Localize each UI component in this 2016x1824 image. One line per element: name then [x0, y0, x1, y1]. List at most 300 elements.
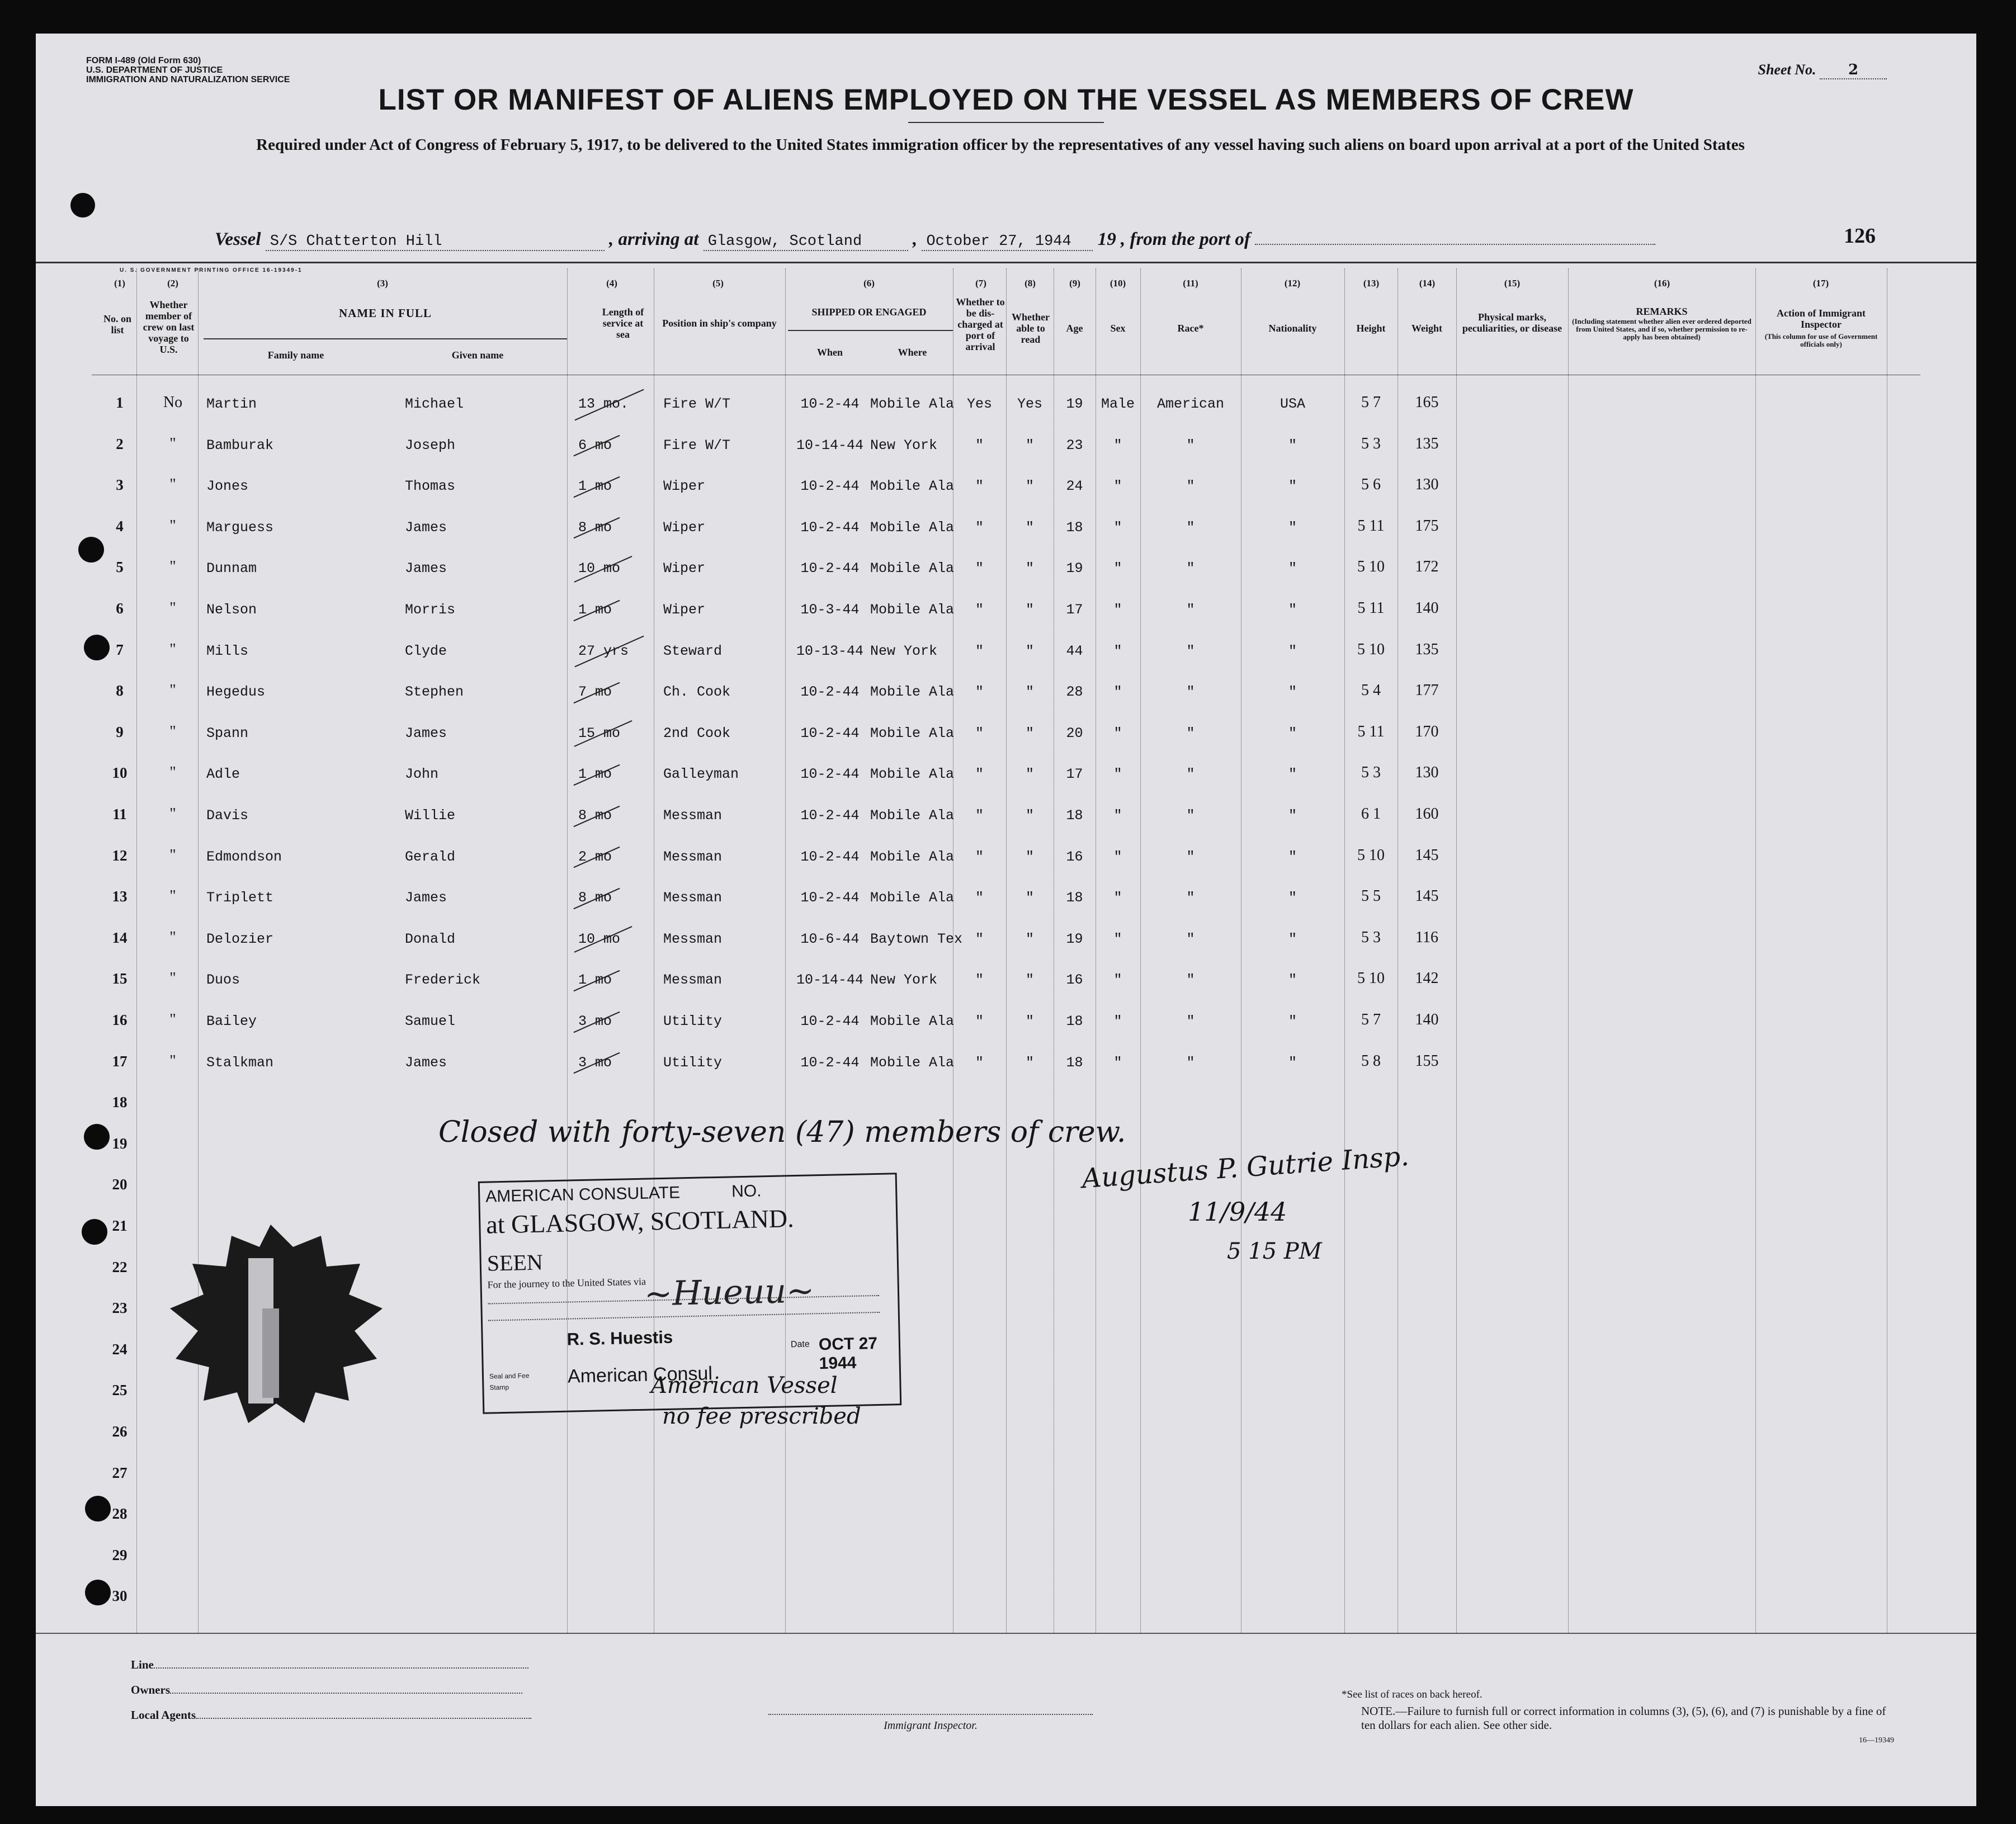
sheet-number: [1758, 62, 1887, 79]
row-number: 8: [116, 682, 124, 700]
age: 28: [1066, 684, 1083, 701]
shipped-where: Mobile Ala: [870, 519, 955, 536]
race: ": [1186, 437, 1195, 453]
family-name: Marguess: [206, 519, 274, 536]
arrival-date: October 27, 1944: [922, 233, 1093, 251]
strike-mark: [574, 721, 632, 748]
family-name: Triplett: [206, 890, 274, 906]
family-name: Spann: [206, 725, 249, 741]
weight: 160: [1415, 805, 1439, 823]
position: Fire W/T: [663, 437, 731, 453]
weight: 130: [1415, 764, 1439, 782]
shipped-when: 10-2-44: [800, 890, 860, 906]
shipped-when: 10-2-44: [800, 1013, 860, 1029]
row-number: 4: [116, 517, 124, 535]
sex: ": [1113, 642, 1122, 659]
shipped-when: 10-2-44: [800, 766, 860, 783]
family-name: Hegedus: [206, 684, 266, 701]
nationality: ": [1288, 560, 1297, 577]
stamp-note-fee: no fee prescribed: [662, 1404, 861, 1429]
shipped-when: 10-2-44: [800, 848, 860, 865]
stamp-seen: SEEN: [487, 1249, 544, 1276]
closing-note: Closed with forty-seven (47) members of crew.: [438, 1116, 1126, 1149]
header-shipped: SHIPPED OR ENGAGED: [811, 306, 927, 318]
inspector-time: 5 15 PM: [1227, 1239, 1322, 1264]
sex: ": [1113, 848, 1122, 865]
nationality: ": [1288, 519, 1297, 536]
crew-member-flag: ": [169, 640, 176, 658]
race: ": [1186, 560, 1195, 577]
height: 5 3: [1361, 764, 1381, 782]
position: Ch. Cook: [663, 684, 731, 701]
sex: ": [1113, 930, 1122, 947]
race: ": [1186, 602, 1195, 618]
footer-line: Line: [131, 1658, 528, 1672]
from-port-label: , from the port of: [1120, 229, 1250, 249]
able-to-read: ": [1025, 519, 1034, 536]
given-name: Thomas: [405, 478, 456, 495]
age: 18: [1066, 890, 1083, 906]
department: U.S. DEPARTMENT OF JUSTICE: [86, 65, 223, 75]
race: ": [1186, 766, 1195, 783]
discharged: ": [975, 972, 984, 989]
header-action-note: (This column for use of Government officials only): [1764, 332, 1878, 348]
height: 5 10: [1357, 640, 1385, 658]
crew-member-flag: ": [169, 434, 176, 452]
age: 18: [1066, 1013, 1083, 1029]
sex: ": [1113, 766, 1122, 783]
discharged: ": [975, 478, 984, 495]
header-name-in-full: NAME IN FULL: [338, 306, 432, 320]
discharged: ": [975, 560, 984, 577]
discharged: ": [975, 807, 984, 824]
strike-mark: [573, 887, 620, 909]
nationality: ": [1288, 848, 1297, 865]
position: Messman: [663, 930, 723, 947]
race: ": [1186, 890, 1195, 906]
height: 5 8: [1361, 1052, 1381, 1070]
arriving-label: , arriving at: [609, 229, 699, 249]
position: Messman: [663, 972, 723, 989]
discharged: ": [975, 890, 984, 906]
header-rule: [36, 262, 1976, 263]
shipped-when: 10-2-44: [800, 1054, 860, 1071]
footer-note: NOTE.—Failure to furnish full or correct information in columns (3), (5), (6), and (7) is punishable by a fine of ten dollars for each alien. See other side.: [1361, 1704, 1886, 1732]
family-name: Bamburak: [206, 437, 274, 453]
able-to-read: ": [1025, 560, 1034, 577]
shipped-where: New York: [870, 642, 938, 659]
able-to-read: ": [1025, 807, 1034, 824]
row-number: 5: [116, 559, 124, 576]
strike-mark: [573, 517, 620, 538]
race: ": [1186, 848, 1195, 865]
position: Messman: [663, 890, 723, 906]
height: 5 11: [1357, 517, 1385, 535]
position: Galleyman: [663, 766, 739, 783]
position: Wiper: [663, 602, 706, 618]
strike-mark: [573, 1011, 620, 1032]
weight: 145: [1415, 887, 1439, 905]
position: Wiper: [663, 519, 706, 536]
row-number: 16: [112, 1012, 128, 1028]
shipped-where: New York: [870, 972, 938, 989]
header-no-on-list: No. on list: [103, 313, 131, 335]
sheet-value: 2: [1820, 62, 1887, 79]
from-port-value: [1255, 244, 1655, 245]
header-remarks-note: (Including statement whether alien ever ordered deported from United States, and if so, whether permission to re-apply has been obtained): [1572, 317, 1751, 341]
crew-member-flag: ": [169, 1011, 176, 1028]
shipped-when: 10-2-44: [800, 519, 860, 536]
inspector-signature: Augustus P. Gutrie Insp.: [1080, 1140, 1410, 1195]
stamp-journey: For the journey to the United States via: [487, 1275, 646, 1291]
sex: ": [1113, 1054, 1122, 1071]
crew-member-flag: ": [169, 887, 176, 905]
shipped-where: Mobile Ala: [870, 684, 955, 701]
form-id: [86, 56, 290, 84]
able-to-read: ": [1025, 930, 1034, 947]
weight: 130: [1415, 476, 1439, 494]
position: Utility: [663, 1054, 723, 1071]
crew-member-flag: ": [169, 476, 176, 494]
weight: 155: [1415, 1052, 1439, 1070]
weight: 145: [1415, 846, 1439, 864]
able-to-read: Yes: [1017, 396, 1042, 412]
row-number: 26: [112, 1423, 128, 1440]
weight: 135: [1415, 434, 1439, 452]
race: ": [1186, 684, 1195, 701]
nationality: ": [1288, 890, 1297, 906]
footer-inspector: Immigrant Inspector.: [884, 1719, 978, 1732]
footer-code: 16—19349: [1859, 1736, 1894, 1745]
nationality: ": [1288, 725, 1297, 741]
strike-mark: [573, 476, 620, 497]
race: ": [1186, 519, 1195, 536]
length-of-service: 8 mo: [578, 807, 612, 824]
race: ": [1186, 478, 1195, 495]
height: 6 1: [1361, 805, 1381, 823]
race: ": [1186, 807, 1195, 824]
shipped-when: 10-3-44: [800, 602, 860, 618]
age: 23: [1066, 437, 1083, 453]
footer-owners: Owners: [131, 1683, 522, 1697]
family-name: Davis: [206, 807, 249, 824]
height: 5 3: [1361, 434, 1381, 452]
row-number: 20: [112, 1176, 128, 1193]
able-to-read: ": [1025, 602, 1034, 618]
family-name: Martin: [206, 396, 257, 412]
header-given-name: Given name: [451, 349, 504, 361]
able-to-read: ": [1025, 437, 1034, 453]
given-name: Michael: [405, 396, 464, 412]
strike-mark: [573, 435, 620, 456]
age: 18: [1066, 1054, 1083, 1071]
age: 17: [1066, 766, 1083, 783]
shipped-where: Mobile Ala: [870, 890, 955, 906]
sex: ": [1113, 807, 1122, 824]
family-name: Stalkman: [206, 1054, 274, 1071]
row-number: 24: [112, 1340, 128, 1358]
length-of-service: 13 mo.: [578, 396, 629, 412]
consul-signature: ~Hueuu~: [644, 1271, 815, 1314]
header-position: Position in ship's company: [662, 318, 777, 329]
nationality: ": [1288, 807, 1297, 824]
length-of-service: 1 mo: [578, 602, 612, 618]
header-remarks: REMARKS: [1636, 306, 1688, 317]
strike-mark: [574, 556, 632, 583]
discharged: ": [975, 848, 984, 865]
shipped-when: 10-14-44: [796, 437, 864, 453]
row-number: 21: [112, 1217, 128, 1234]
age: 19: [1066, 930, 1083, 947]
length-of-service: 7 mo: [578, 684, 612, 700]
discharged: ": [975, 602, 984, 618]
position: Steward: [663, 642, 723, 659]
position: Messman: [663, 807, 723, 824]
length-of-service: 1 mo: [578, 972, 612, 988]
crew-member-flag: ": [169, 682, 176, 700]
height: 5 11: [1357, 722, 1385, 740]
able-to-read: ": [1025, 642, 1034, 659]
able-to-read: ": [1025, 684, 1034, 701]
weight: 165: [1415, 394, 1439, 411]
race: ": [1186, 930, 1195, 947]
given-name: Donald: [405, 930, 456, 947]
manifest-sheet: FORM I-489 (Old Form 630) U.S. DEPARTMENT OF JUSTICE IMMIGRATION AND NATURALIZATION SERVICE Sheet No. 2 LIST OR MANIFEST OF ALIENS EMPLOYED ON THE VESSEL AS MEMBERS OF CREW Required under Act of Congress of February 5, 1917, to be delivered to the United States immigration officer by the representatives of any vessel having such aliens on board upon arrival at a port of the United States Vessel S/S Chatterton Hill , arriving at Glasgow, Scotland , October 27, 1944 19 , from the port of 126 U. S. GOVERNMENT PRINTING OFFICE 16-19349-1 (1) (2) (3) (4) (5) (6) (7) (8) (9) (10) (11) (12) (13) (14) (15) (16) (17) No. on list Whether member of crew on last voyage to U.S. NAME IN FULL Family name Given name Length of service at sea Position in ship's company SHIPPED OR ENGAGED When Where Whether to be dis-charged at port of arrival Whether able to read Age Sex Race* Nationality Height Weight Physical marks, peculiarities, or disease REMARKS (Including statement whether alien ever ordered deported from United States, and if so, whether permission to re-apply has been obtained) Action of Immigrant Inspector (This column for use of Government officials only) 1 2 3 4 5 6 7 8 9 10 11 12 13 14 15 16 17 18 19 20 21 22 23 24 25 26 27 28 29 30 No Martin Michael 13 mo. Fire W/T 10-2-44 Mobile Ala Yes Yes 19 Male American USA 5 7 165 " Bamburak Joseph 6 mo Fire W/T 10-14-44 New York " " 23 " " " 5 3 135 " Jones Thomas 1 mo Wiper 10-2-44 Mobile Ala " " 24 " " " 5 6 130 " Marguess James 8 mo Wiper 10-2-44 Mobile Ala " " 18 " " " 5 11 175 " Dunnam James 10 mo Wiper 10-2-44 Mobile Ala " " 19 " " " 5 10 172 " Nelson Morris 1 mo Wiper 10-3-44 Mobile Ala " " 17 " " " 5 11 140 " Mills Clyde 27 yrs Steward 10-13-44 New York " " 44 " " " 5 10 135 " Hegedus Stephen 7 mo Ch. Cook 10-2-44 Mobile Ala " " 28 " " " 5 4 177 " Spann James 15 mo 2nd Cook 10-2-44 Mobile Ala " " 20 " " " 5 11 170 " Adle John 1 mo Galleyman 10-2-44 Mobile Ala " " 17 " " " 5 3 130 " Davis Willie 8 mo Messman 10-2-44 Mobile Ala " " 18 " " " 6 1 160 " Edmondson Gerald 2 mo Messman 10-2-44 Mobile Ala " " 16 " " " 5 10 145 " Triplett James 8 mo Messman 10-2-44 Mobile Ala " " 18 " " " 5 5 145 " Delozier Donald 10 mo Messman 10-6-44 Baytown Tex " " 19 " " " 5 3 116 " Duos Frederick 1 mo Messman 10-14-44 New York " " 16 " " " 5 10 142 " Bailey Samuel 3 mo Utility 10-2-44 Mobile Ala " " 18 " " " 5 7 140 " Stalkman James 3 mo Utility 10-2-44 Mobile Ala " " 18 " " " 5 8 155 Closed with forty-seven (47) members of crew. AMERICAN CONSULATE NO. at GLASGOW, SCOTLAND. SEEN For the journey to the United States via R. S. Huestis Date OCT 27 1944 American Consul Seal and Fee Stamp ~Hueuu~ American Vessel no fee prescribed Augustus P. Gutrie Insp. 11/9/44 5 15 PM Line Owners Local Agents Immigrant Inspector. *See list of races on back hereof. NOTE.—Failure to furnish full or correct information in columns (3), (5), (6), and (7) is punishable by a fine of ten dollars for each alien. See other side. 16—19349: [36, 34, 1976, 1806]
nationality: ": [1288, 972, 1297, 989]
age: 44: [1066, 642, 1083, 659]
sheet-label: Sheet No.: [1758, 62, 1816, 78]
given-name: Gerald: [405, 848, 456, 865]
nationality: ": [1288, 684, 1297, 701]
page-subtitle: Required under Act of Congress of February 5, 1917, to be delivered to the United States immigration officer by the representatives of any vessel having such aliens on board upon arrival at a port of the United States: [256, 136, 1745, 154]
strike-mark: [573, 599, 620, 621]
age: 18: [1066, 519, 1083, 536]
strike-mark: [573, 764, 620, 786]
height: 5 11: [1357, 599, 1385, 617]
discharged: ": [975, 1013, 984, 1029]
stamp-note-vessel: American Vessel: [651, 1373, 838, 1398]
discharged: ": [975, 684, 984, 701]
race: ": [1186, 972, 1195, 989]
able-to-read: ": [1025, 478, 1034, 495]
shipped-when: 10-2-44: [800, 684, 860, 701]
stamp-no-label: NO.: [731, 1182, 762, 1201]
strike-mark: [574, 636, 644, 668]
strike-mark: [574, 389, 644, 420]
strike-mark: [573, 1052, 620, 1074]
discharged: ": [975, 1054, 984, 1071]
given-name: Joseph: [405, 437, 456, 453]
family-name: Nelson: [206, 602, 257, 618]
shipped-where: Baytown Tex: [870, 930, 963, 947]
length-of-service: 10 mo: [578, 931, 620, 947]
weight: 172: [1415, 558, 1439, 576]
row-number: 10: [112, 764, 128, 782]
race: American: [1156, 396, 1225, 412]
length-of-service: 27 yrs: [578, 643, 629, 659]
crew-member-flag: ": [169, 970, 176, 987]
shipped-where: Mobile Ala: [870, 1013, 955, 1029]
printer-imprint: U. S. GOVERNMENT PRINTING OFFICE 16-19349-1: [120, 267, 303, 273]
weight: 135: [1415, 640, 1439, 658]
given-name: Samuel: [405, 1013, 456, 1029]
header-action: Action of Immigrant Inspector: [1777, 308, 1866, 330]
shipped-where: Mobile Ala: [870, 560, 955, 577]
header-discharged: Whether to be dis-charged at port of arrival: [956, 296, 1005, 352]
race: ": [1186, 1013, 1195, 1029]
row-number: 28: [112, 1505, 128, 1523]
age: 16: [1066, 848, 1083, 865]
height: 5 10: [1357, 970, 1385, 987]
shipped-when: 10-2-44: [800, 396, 860, 412]
discharged: ": [975, 642, 984, 659]
shipped-when: 10-2-44: [800, 478, 860, 495]
age: 18: [1066, 807, 1083, 824]
header-when: When: [816, 347, 843, 358]
crew-member-flag: ": [169, 599, 176, 617]
row-number: 30: [112, 1587, 128, 1605]
weight: 140: [1415, 599, 1439, 617]
family-name: Dunnam: [206, 560, 257, 577]
height: 5 7: [1361, 1011, 1381, 1028]
able-to-read: ": [1025, 725, 1034, 741]
consul-title: American Consul: [567, 1363, 713, 1387]
sex: ": [1113, 725, 1122, 741]
height: 5 3: [1361, 928, 1381, 946]
length-of-service: 1 mo: [578, 478, 612, 494]
header-nationality: Nationality: [1268, 323, 1317, 334]
given-name: Willie: [405, 807, 456, 824]
shipped-where: New York: [870, 437, 938, 453]
shipped-where: Mobile Ala: [870, 766, 955, 783]
given-name: James: [405, 890, 447, 906]
length-of-service: 8 mo: [578, 890, 612, 906]
row-number: 23: [112, 1300, 128, 1317]
row-number: 25: [112, 1382, 128, 1399]
family-name: Jones: [206, 478, 249, 495]
vessel-line: Vessel S/S Chatterton Hill , arriving at Glasgow, Scotland , October 27, 1944 19 , from the port of: [215, 229, 1892, 252]
discharged: ": [975, 766, 984, 783]
shipped-where: Mobile Ala: [870, 725, 955, 741]
length-of-service: 8 mo: [578, 519, 612, 536]
age: 17: [1066, 602, 1083, 618]
row-number: 19: [112, 1135, 128, 1152]
arriving-value: Glasgow, Scotland: [704, 233, 908, 251]
shipped-when: 10-14-44: [796, 972, 864, 989]
crew-member-flag: ": [169, 1052, 176, 1070]
header-race: Race*: [1177, 323, 1204, 334]
length-of-service: 2 mo: [578, 849, 612, 865]
sex: Male: [1101, 396, 1135, 412]
height: 5 10: [1357, 558, 1385, 576]
row-number: 11: [112, 806, 127, 823]
race: ": [1186, 1054, 1195, 1071]
row-number: 29: [112, 1546, 128, 1563]
crew-member-flag: ": [169, 846, 176, 864]
row-number: 1: [116, 394, 124, 411]
header-family-name: Family name: [267, 349, 324, 361]
position: Fire W/T: [663, 396, 731, 412]
crew-member-flag: ": [169, 764, 176, 782]
sex: ": [1113, 684, 1122, 701]
age: 16: [1066, 972, 1083, 989]
header-sex: Sex: [1110, 323, 1126, 334]
age: 19: [1066, 560, 1083, 577]
footer-races-note: *See list of races on back hereof.: [1342, 1689, 1483, 1700]
strike-mark: [574, 927, 632, 953]
length-of-service: 1 mo: [578, 766, 612, 782]
strike-mark: [573, 805, 620, 826]
family-name: Bailey: [206, 1013, 257, 1029]
row-number: 6: [116, 600, 124, 617]
nationality: ": [1288, 602, 1297, 618]
embossed-seal: [148, 1225, 394, 1426]
height: 5 7: [1361, 394, 1381, 411]
height: 5 5: [1361, 887, 1381, 905]
shipped-when: 10-13-44: [796, 642, 864, 659]
crew-member-flag: No: [163, 394, 183, 411]
sex: ": [1113, 1013, 1122, 1029]
position: Messman: [663, 848, 723, 865]
shipped-where: Mobile Ala: [870, 1054, 955, 1071]
row-number: 2: [116, 435, 124, 452]
crew-member-flag: ": [169, 722, 176, 740]
crew-member-flag: ": [169, 558, 176, 576]
stamp-date: OCT 27 1944: [818, 1334, 878, 1373]
sex: ": [1113, 890, 1122, 906]
sex: ": [1113, 519, 1122, 536]
position: Wiper: [663, 560, 706, 577]
shipped-where: Mobile Ala: [870, 807, 955, 824]
discharged: ": [975, 725, 984, 741]
header-weight: Weight: [1411, 323, 1442, 334]
family-name: Adle: [206, 766, 240, 783]
weight: 142: [1415, 970, 1439, 987]
discharged: Yes: [966, 396, 992, 412]
nationality: ": [1288, 1013, 1297, 1029]
row-number: 14: [112, 929, 128, 946]
family-name: Edmondson: [206, 848, 282, 865]
title-rule: [908, 122, 1104, 123]
header-whether-member: Whether member of crew on last voyage to U.S.: [143, 299, 195, 355]
vessel-label: Vessel: [215, 229, 261, 249]
length-of-service: 3 mo: [578, 1013, 612, 1029]
given-name: John: [405, 766, 439, 783]
row-number: 13: [112, 888, 128, 905]
given-name: James: [405, 725, 447, 741]
able-to-read: ": [1025, 890, 1034, 906]
shipped-where: Mobile Ala: [870, 396, 955, 412]
nationality: ": [1288, 1054, 1297, 1071]
consul-name: R. S. Huestis: [566, 1327, 673, 1349]
row-number: 18: [112, 1094, 128, 1111]
nationality: ": [1288, 930, 1297, 947]
stamp-location: at GLASGOW, SCOTLAND.: [485, 1204, 795, 1239]
age: 24: [1066, 478, 1083, 495]
given-name: Frederick: [405, 972, 481, 989]
given-name: James: [405, 560, 447, 577]
shipped-when: 10-2-44: [800, 725, 860, 741]
given-name: Morris: [405, 602, 456, 618]
header-where: Where: [898, 347, 927, 358]
able-to-read: ": [1025, 972, 1034, 989]
sex: ": [1113, 602, 1122, 618]
header-able-to-read: Whether able to read: [1012, 311, 1050, 345]
nationality: USA: [1280, 396, 1305, 412]
service: IMMIGRATION AND NATURALIZATION SERVICE: [86, 75, 290, 84]
weight: 175: [1415, 517, 1439, 535]
shipped-when: 10-2-44: [800, 560, 860, 577]
